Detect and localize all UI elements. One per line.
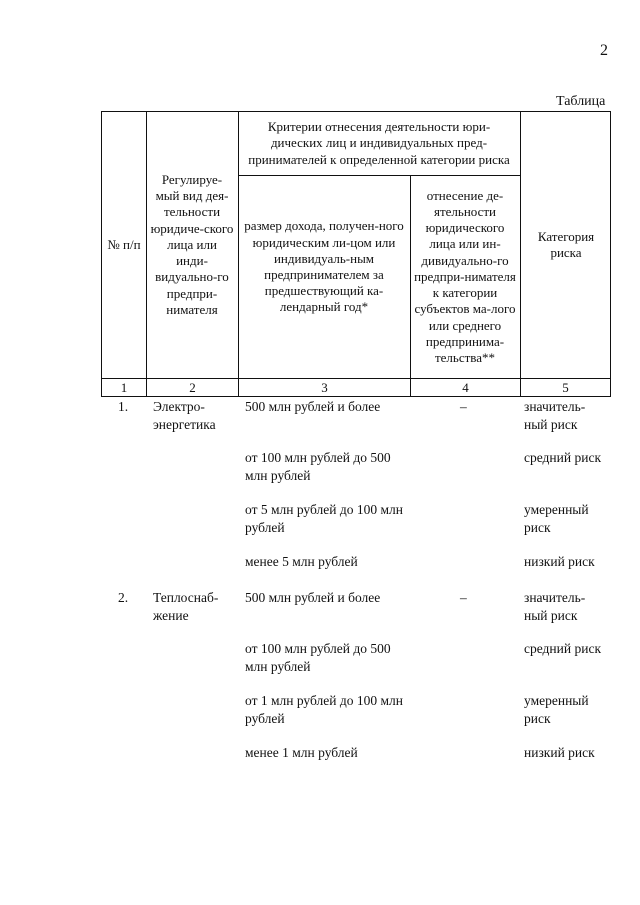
col-number-5: 5: [562, 380, 569, 395]
income-threshold: от 5 млн рублей до 100 млн рублей: [245, 502, 403, 535]
header-category: Категория риска: [537, 228, 595, 260]
income-threshold: 500 млн рублей и более: [245, 590, 381, 605]
sme-value: –: [460, 399, 467, 414]
col-number-2: 2: [189, 380, 196, 395]
income-threshold: менее 1 млн рублей: [245, 745, 358, 760]
table-label: Таблица: [556, 94, 606, 109]
income-threshold: менее 5 млн рублей: [245, 554, 358, 569]
header-income: размер дохода, получен-ного юридическим ли-цом или индивидуаль-ным предпринимателем за предшествующий ка-лендарный год*: [244, 218, 404, 315]
numbers-bottom-border: [101, 396, 611, 397]
risk-category: низкий риск: [524, 745, 595, 760]
header-sme: отнесение де-ятельности юридического лица или ин-дивидуально-го предпри-нимателя к категории субъектов ма-лого или среднего предпринима-тельства**: [414, 187, 516, 365]
col-number-4: 4: [462, 380, 469, 395]
row-number: 1.: [118, 399, 129, 414]
header-num: № п/п: [107, 236, 141, 252]
income-threshold: от 100 млн рублей до 500 млн рублей: [245, 641, 391, 674]
income-threshold: от 100 млн рублей до 500 млн рублей: [245, 450, 391, 483]
row-number: 2.: [118, 590, 129, 605]
col-number-1: 1: [120, 380, 128, 395]
risk-category: значитель-ный риск: [524, 399, 586, 432]
table-right-border: [610, 111, 611, 397]
activity-name: Теплоснаб-жение: [153, 590, 219, 623]
income-threshold: 500 млн рублей и более: [245, 399, 381, 414]
risk-category: умеренный риск: [524, 693, 589, 726]
col-number-3: 3: [321, 380, 328, 395]
col-divider-1: [146, 111, 147, 397]
sme-value: –: [460, 590, 467, 605]
col-divider-3: [410, 175, 411, 397]
risk-category: значитель-ный риск: [524, 590, 586, 623]
header-bottom-border: [101, 378, 611, 379]
table-left-border: [101, 111, 102, 397]
income-threshold: от 1 млн рублей до 100 млн рублей: [245, 693, 403, 726]
col-divider-2: [238, 111, 239, 397]
header-criteria: Критерии отнесения деятельности юри-дических лиц и индивидуальных пред-принимателей к определенной категории риска: [248, 119, 510, 167]
col-divider-4: [520, 111, 521, 397]
risk-category: умеренный риск: [524, 502, 589, 535]
risk-category: низкий риск: [524, 554, 595, 569]
header-activity: Регулируе-мый вид дея-тельности юридиче-ского лица или инди-видуально-го предпри-нимателя: [150, 172, 234, 317]
risk-category: средний риск: [524, 450, 601, 465]
risk-category: средний риск: [524, 641, 601, 656]
activity-name: Электро-энергетика: [153, 399, 216, 432]
page-number: 2: [600, 42, 608, 59]
